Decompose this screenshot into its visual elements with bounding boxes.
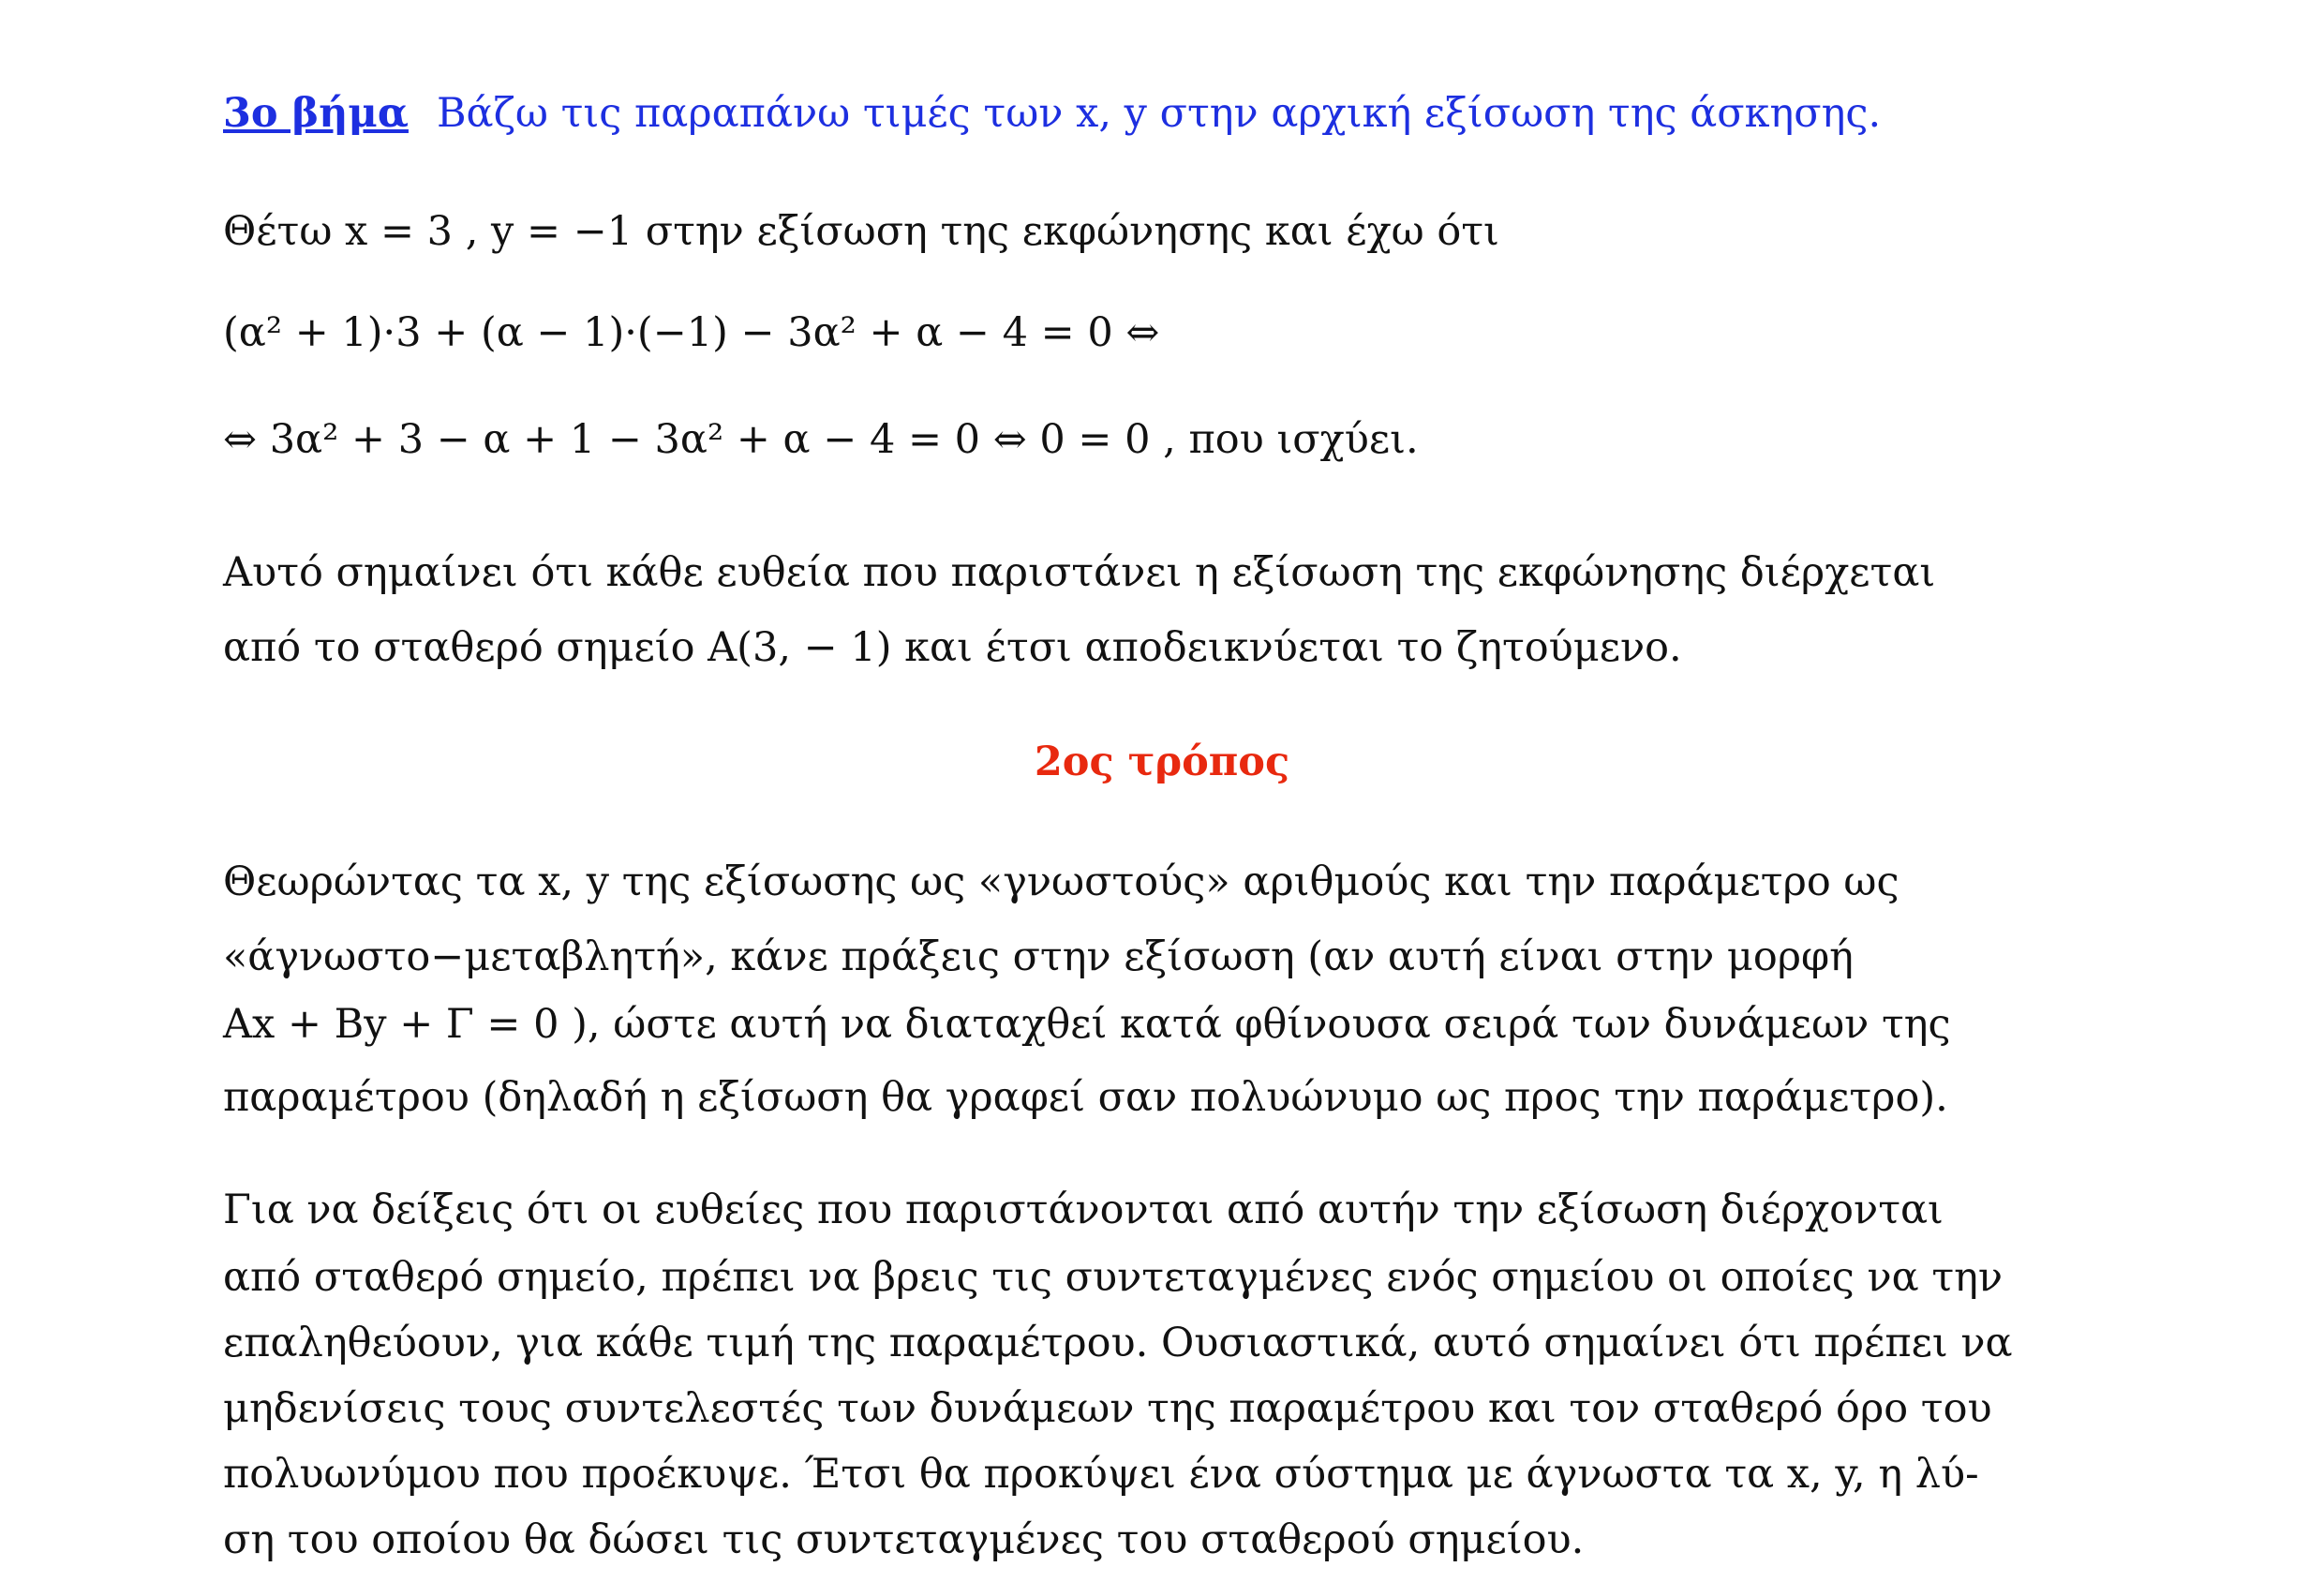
para2-line: Θεωρώντας τα x, y της εξίσωσης ως «γνωστούς» αριθμούς και την παράμετρο ως [223,858,1899,905]
substitution-line: Θέτω x = 3 , y = −1 στην εξίσωση της εκφώνησης και έχω ότι [223,208,1499,255]
para3-line: Για να δείξεις ότι οι ευθείες που παριστάνονται από αυτήν την εξίσωση διέρχονται [223,1186,1944,1233]
conclusion-line-1: Αυτό σημαίνει ότι κάθε ευθεία που παριστάνει η εξίσωση της εκφώνησης διέρχεται [223,549,1936,596]
method2-heading: 2ος τρόπος [1034,739,1290,785]
para2-line: παραμέτρου (δηλαδή η εξίσωση θα γραφεί σαν πολυώνυμο ως προς την παράμετρο). [223,1074,1948,1121]
equation-line-2: ⇔ 3α² + 3 − α + 1 − 3α² + α − 4 = 0 ⇔ 0 = 0 , που ισχύει. [223,416,1419,463]
para3-line: πολυωνύμου που προέκυψε. Έτσι θα προκύψει ένα σύστημα με άγνωστα τα x, y, η λύ- [223,1451,1979,1498]
para3-line: ση του οποίου θα δώσει τις συντεταγμένες του σταθερού σημείου. [223,1516,1585,1563]
para3-line: μηδενίσεις τους συντελεστές των δυνάμεων της παραμέτρου και τον σταθερό όρο του [223,1385,1992,1432]
step3-text: Βάζω τις παραπάνω τιμές των x, y στην αρχική εξίσωση της άσκησης. [436,90,1882,137]
step3-label: 3ο βήμα [223,90,409,137]
para3-line: από σταθερό σημείο, πρέπει να βρεις τις συντεταγμένες ενός σημείου οι οποίες να την [223,1254,2004,1301]
para3-line: επαληθεύουν, για κάθε τιμή της παραμέτρου. Ουσιαστικά, αυτό σημαίνει ότι πρέπει να [223,1320,2013,1366]
equation-line-1: (α² + 1)·3 + (α − 1)·(−1) − 3α² + α − 4 = 0 ⇔ [223,309,1160,356]
para2-line: «άγνωστο−μεταβλητή», κάνε πράξεις στην εξίσωση (αν αυτή είναι στην μορφή [223,933,1854,980]
step3-line [223,90,1882,137]
conclusion-line-2: από το σταθερό σημείο Α(3, − 1) και έτσι αποδεικνύεται το ζητούμενο. [223,624,1682,671]
para2-line: Ax + By + Γ = 0 ), ώστε αυτή να διαταχθεί κατά φθίνουσα σειρά των δυνάμεων της [223,1001,1951,1048]
